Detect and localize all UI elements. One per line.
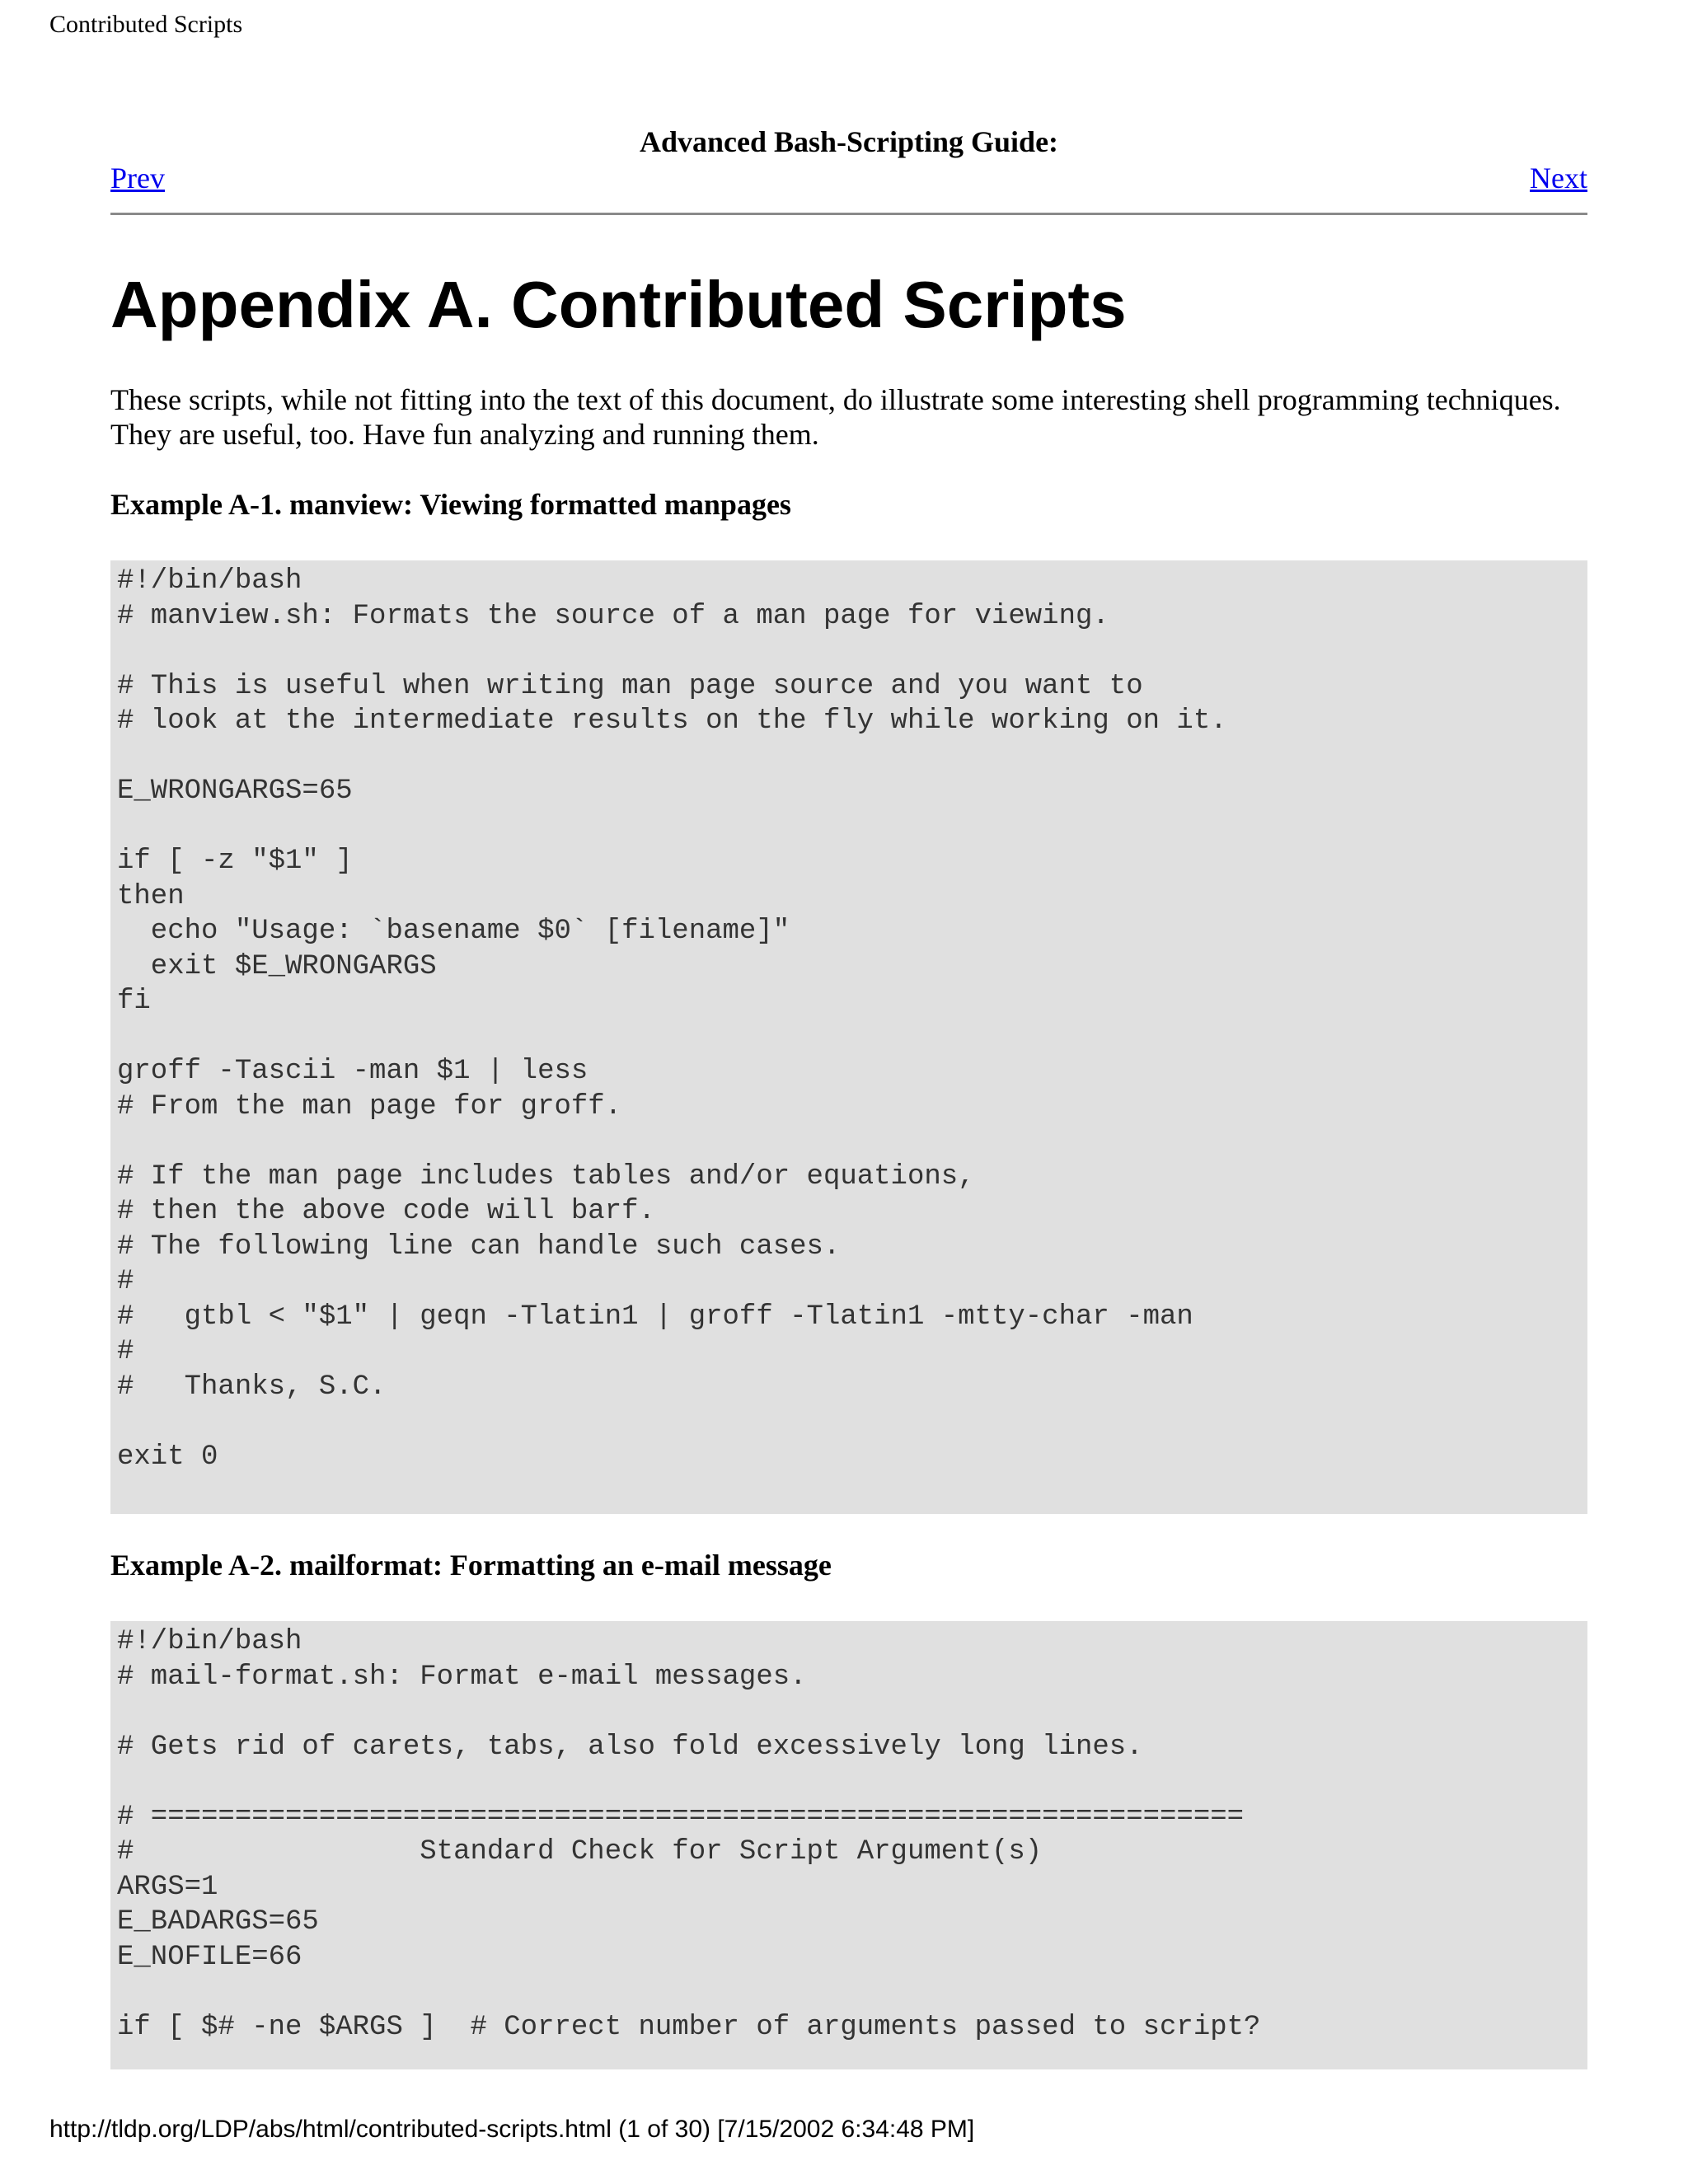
page-title: Appendix A. Contributed Scripts: [110, 268, 1127, 341]
intro-paragraph: These scripts, while not fitting into the text of this document, do illustrate some interesting shell programming techniques. They are useful, too. Have fun analyzing and running them.: [110, 383, 1561, 451]
example-a2-code-block: #!/bin/bash # mail-format.sh: Format e-mail messages. # Gets rid of carets, tabs, also fold excessively long lines. # ================================================================= # Standard Check for Script Argument(s) ARGS=1 E_BADARGS=65 E_NOFILE=66 if [ $# -ne $ARGS ] # Correct number of arguments passed to script?: [110, 1621, 1587, 2069]
next-link[interactable]: Next: [1530, 162, 1587, 194]
page-footer-url: http://tldp.org/LDP/abs/html/contributed-scripts.html (1 of 30) [7/15/2002 6:34:48 PM]: [49, 2116, 975, 2143]
example-a1-code-block: #!/bin/bash # manview.sh: Formats the source of a man page for viewing. # This is useful when writing man page source and you want to # look at the intermediate results on the fly while working on it. E_WRONGARGS=65 if [ -z "$1" ] then echo "Usage: `basename $0` [filename]" exit $E_WRONGARGS fi groff -Tascii -man $1 | less # From the man page for groff. # If the man page includes tables and/or equations, # then the above code will barf. # The following line can handle such cases. # # gtbl < "$1" | geqn -Tlatin1 | groff -Tlatin1 -mtty-char -man # # Thanks, S.C. exit 0: [110, 560, 1587, 1514]
prev-link[interactable]: Prev: [110, 162, 165, 194]
example-a1-title: Example A-1. manview: Viewing formatted manpages: [110, 488, 791, 521]
nav-links-row: [110, 160, 1587, 196]
running-header: Contributed Scripts: [49, 11, 243, 38]
navigation-header: [110, 122, 1587, 215]
guide-title: Advanced Bash-Scripting Guide:: [639, 125, 1059, 158]
main-content: [110, 264, 1587, 2069]
example-a2-title: Example A-2. mailformat: Formatting an e-mail message: [110, 1549, 832, 1582]
nav-divider: [110, 213, 1587, 215]
